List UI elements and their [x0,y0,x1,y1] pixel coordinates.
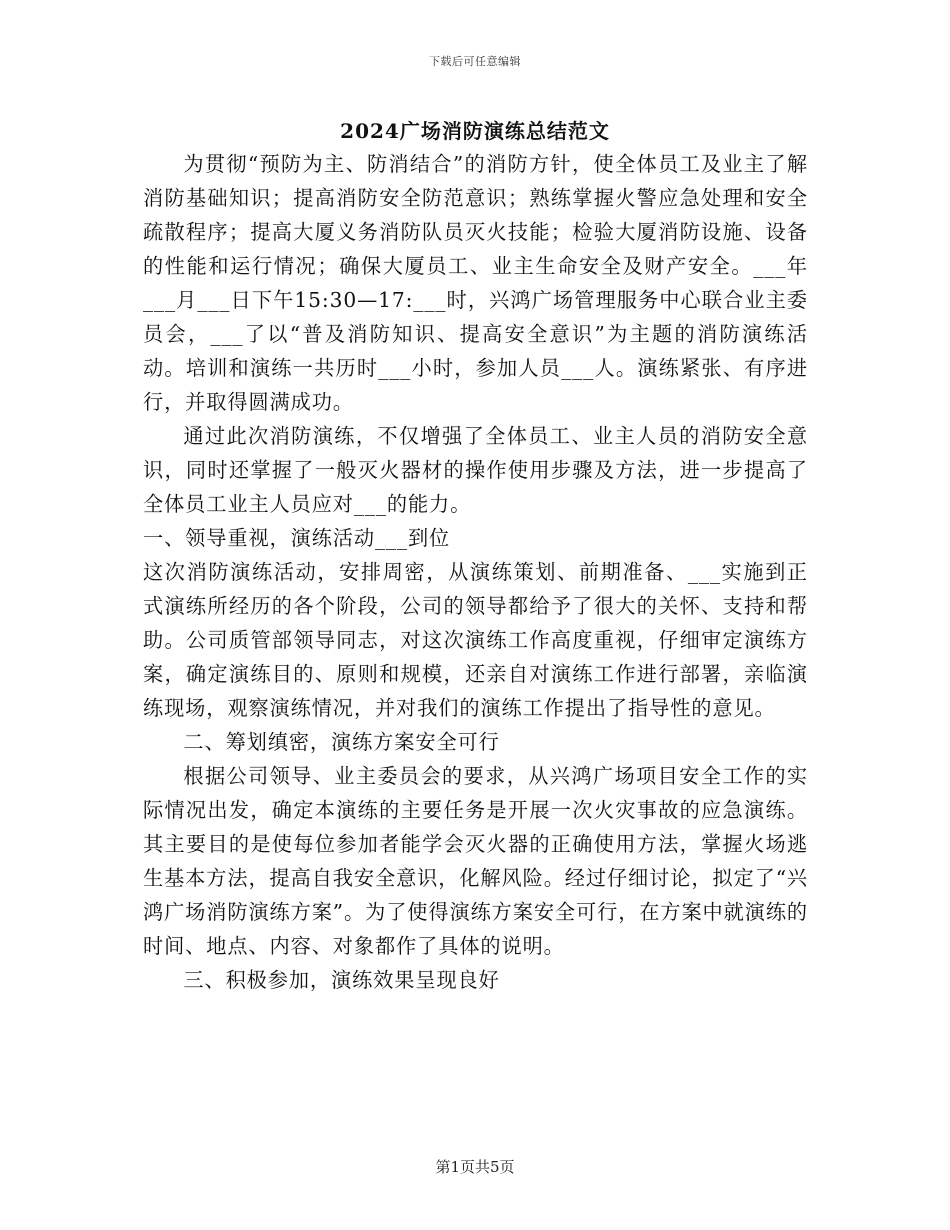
section-heading-2: 二、筹划缜密，演练方案安全可行 [183,730,500,754]
document-title: 2024广场消防演练总结范文 [340,119,610,143]
section-heading-3: 三、积极参加，演练效果呈现良好 [183,968,500,992]
section-heading-1: 一、领导重视，演练活动___到位 [143,526,451,550]
page-footer-number: 第1页共5页 [435,1158,515,1176]
document-body [143,147,808,997]
paragraph-effect: 通过此次消防演练，不仅增强了全体员工、业主人员的消防安全意识，同时还掌握了一般灭火器材的操作使用步骤及方法，进一步提高了全体员工业主人员应对___的能力。 [143,424,808,516]
page-header-note: 下载后可任意编辑 [429,55,521,68]
paragraph-intro: 为贯彻“预防为主、防消结合”的消防方针，使全体员工及业主了解消防基础知识；提高消防安全防范意识；熟练掌握火警应急处理和安全疏散程序；提高大厦义务消防队员灭火技能；检验大厦消防设施、设备的性能和运行情况；确保大厦员工、业主生命安全及财产安全。___年___月___日下午15:30—17:___时，兴鸿广场管理服务中心联合业主委员会，___了以“普及消防知识、提高安全意识”为主题的消防演练活动。培训和演练一共历时___小时，参加人员___人。演练紧张、有序进行，并取得圆满成功。 [143,152,808,414]
paragraph-section-1: 这次消防演练活动，安排周密，从演练策划、前期准备、___实施到正式演练所经历的各个阶段，公司的领导都给予了很大的关怀、支持和帮助。公司质管部领导同志，对这次演练工作高度重视，仔细审定演练方案，确定演练目的、原则和规模，还亲自对演练工作进行部署，亲临演练现场，观察演练情况，并对我们的演练工作提出了指导性的意见。 [143,560,808,720]
paragraph-section-2: 根据公司领导、业主委员会的要求，从兴鸿广场项目安全工作的实际情况出发，确定本演练的主要任务是开展一次火灾事故的应急演练。其主要目的是使每位参加者能学会灭火器的正确使用方法，掌握火场逃生基本方法，提高自我安全意识，化解风险。经过仔细讨论，拟定了“兴鸿广场消防演练方案”。为了使得演练方案安全可行，在方案中就演练的时间、地点、内容、对象都作了具体的说明。 [143,764,808,958]
